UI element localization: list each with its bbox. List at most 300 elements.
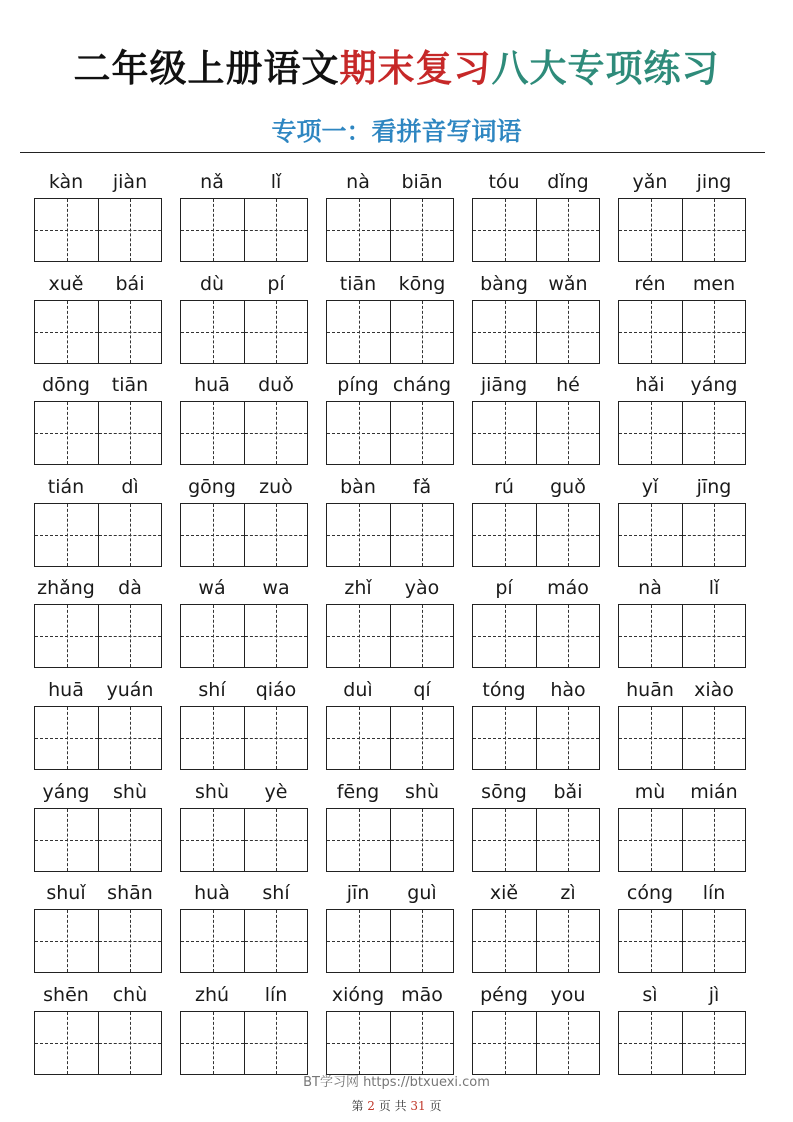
pinyin-label: jiāng: [480, 374, 528, 397]
tianzige-cell[interactable]: [181, 1012, 244, 1074]
pinyin-pair: [326, 572, 454, 604]
tianzige-cell[interactable]: [619, 504, 682, 566]
pinyin-label: zhú: [194, 983, 230, 1006]
word-row: [34, 572, 746, 674]
pinyin-label: rú: [494, 475, 514, 498]
page-number: 2: [367, 1099, 375, 1113]
writing-boxes: [472, 706, 600, 770]
pinyin-pair: [618, 268, 746, 300]
pinyin-label: wá: [198, 577, 226, 600]
tianzige-cell[interactable]: [244, 809, 307, 871]
pinyin-pair: [618, 166, 746, 198]
tianzige-cell[interactable]: [181, 809, 244, 871]
word-item: [618, 268, 746, 370]
pinyin-label: hé: [556, 374, 580, 397]
pinyin-label: shù: [405, 780, 439, 803]
writing-boxes: [34, 1011, 162, 1075]
pinyin-label: sōng: [481, 780, 527, 803]
pinyin-label: shí: [262, 882, 290, 905]
pinyin-label: huā: [194, 374, 230, 397]
tianzige-cell[interactable]: [181, 504, 244, 566]
pinyin-label: huà: [194, 882, 230, 905]
word-item: [180, 979, 308, 1081]
word-item: [180, 166, 308, 268]
pinyin-pair: [618, 674, 746, 706]
pinyin-label: xióng: [331, 983, 385, 1006]
writing-boxes: [472, 1011, 600, 1075]
pinyin-pair: [180, 166, 308, 198]
pinyin-label: zuò: [259, 475, 293, 498]
pinyin-pair: [618, 776, 746, 808]
tianzige-cell[interactable]: [181, 707, 244, 769]
writing-boxes: [618, 1011, 746, 1075]
word-item: [326, 877, 454, 979]
word-item: [34, 471, 162, 573]
pinyin-label: gōng: [188, 475, 236, 498]
tianzige-cell[interactable]: [181, 199, 244, 261]
writing-boxes: [34, 503, 162, 567]
pinyin-pair: [180, 674, 308, 706]
tianzige-cell[interactable]: [98, 199, 161, 261]
writing-boxes: [180, 604, 308, 668]
word-item: [618, 572, 746, 674]
tianzige-cell[interactable]: [682, 707, 745, 769]
tianzige-cell[interactable]: [619, 605, 682, 667]
tianzige-cell[interactable]: [327, 1012, 390, 1074]
pinyin-label: shān: [107, 882, 153, 905]
pinyin-label: shí: [198, 678, 226, 701]
word-item: [618, 877, 746, 979]
writing-boxes: [180, 198, 308, 262]
writing-boxes: [326, 808, 454, 872]
pinyin-pair: [472, 776, 600, 808]
tianzige-cell[interactable]: [536, 199, 599, 261]
word-item: [472, 877, 600, 979]
pinyin-label: qiáo: [255, 678, 297, 701]
page-mid: 页 共: [378, 1099, 407, 1113]
tianzige-cell[interactable]: [390, 199, 453, 261]
word-item: [472, 471, 600, 573]
pinyin-label: tóu: [488, 171, 520, 193]
tianzige-cell[interactable]: [682, 605, 745, 667]
word-item: [326, 979, 454, 1081]
pinyin-pair: [472, 369, 600, 401]
pinyin-pair: [180, 369, 308, 401]
tianzige-cell[interactable]: [473, 605, 536, 667]
section-subtitle: 专项一：看拼音写词语: [271, 117, 522, 146]
word-item: [472, 979, 600, 1081]
pinyin-label: xiě: [489, 882, 519, 905]
pinyin-label: péng: [480, 983, 528, 1006]
tianzige-cell[interactable]: [35, 199, 98, 261]
pinyin-label: tiān: [111, 374, 149, 397]
pinyin-label: yuán: [106, 678, 154, 701]
tianzige-cell[interactable]: [536, 910, 599, 972]
word-item: [34, 674, 162, 776]
pinyin-pair: [472, 268, 600, 300]
pinyin-pair: [326, 776, 454, 808]
tianzige-cell[interactable]: [244, 707, 307, 769]
pinyin-label: xiào: [694, 678, 734, 701]
pinyin-label: men: [692, 272, 736, 295]
tianzige-cell[interactable]: [473, 1012, 536, 1074]
pinyin-pair: [326, 369, 454, 401]
title-part-black: 二年级上册语文: [73, 46, 340, 90]
tianzige-cell[interactable]: [244, 402, 307, 464]
pinyin-pair: [472, 979, 600, 1011]
pinyin-label: guì: [407, 882, 437, 905]
pinyin-label: lǐ: [270, 171, 282, 193]
tianzige-cell[interactable]: [98, 402, 161, 464]
word-item: [180, 572, 308, 674]
pinyin-label: zì: [560, 882, 576, 905]
tianzige-cell[interactable]: [244, 910, 307, 972]
tianzige-cell[interactable]: [98, 910, 161, 972]
tianzige-cell[interactable]: [682, 301, 745, 363]
pinyin-label: yǐ: [641, 475, 659, 498]
word-item: [34, 979, 162, 1081]
writing-boxes: [472, 401, 600, 465]
tianzige-cell[interactable]: [682, 199, 745, 261]
pinyin-pair: [180, 979, 308, 1011]
writing-boxes: [326, 198, 454, 262]
pinyin-label: yáng: [690, 374, 738, 397]
writing-boxes: [34, 808, 162, 872]
word-item: [180, 776, 308, 878]
pinyin-label: hào: [550, 678, 586, 701]
pinyin-label: zhǐ: [344, 577, 372, 600]
pinyin-pair: [472, 471, 600, 503]
word-item: [618, 471, 746, 573]
pinyin-pair: [180, 471, 308, 503]
pinyin-pair: [34, 572, 162, 604]
word-item: [34, 268, 162, 370]
pinyin-label: duǒ: [258, 374, 294, 397]
word-item: [472, 369, 600, 471]
tianzige-cell[interactable]: [536, 707, 599, 769]
pinyin-label: pí: [495, 577, 513, 600]
writing-boxes: [180, 909, 308, 973]
pinyin-pair: [326, 674, 454, 706]
word-item: [618, 166, 746, 268]
tianzige-cell[interactable]: [181, 301, 244, 363]
tianzige-cell[interactable]: [619, 809, 682, 871]
pinyin-label: shù: [113, 780, 147, 803]
writing-boxes: [34, 300, 162, 364]
tianzige-cell[interactable]: [619, 707, 682, 769]
word-item: [618, 776, 746, 878]
word-item: [180, 471, 308, 573]
pinyin-pair: [34, 471, 162, 503]
word-item: [34, 776, 162, 878]
tianzige-cell[interactable]: [327, 199, 390, 261]
pinyin-label: guǒ: [550, 475, 586, 498]
writing-boxes: [618, 300, 746, 364]
pinyin-label: hǎi: [635, 374, 665, 397]
pinyin-label: lǐ: [708, 577, 720, 600]
word-item: [34, 369, 162, 471]
writing-boxes: [618, 808, 746, 872]
pinyin-label: dù: [199, 272, 225, 295]
word-item: [326, 776, 454, 878]
pinyin-label: dì: [121, 475, 139, 498]
pinyin-label: shuǐ: [46, 882, 86, 905]
tianzige-cell[interactable]: [327, 809, 390, 871]
pinyin-label: lín: [702, 882, 726, 905]
pinyin-label: zhǎng: [37, 577, 95, 600]
pinyin-label: shēn: [43, 983, 89, 1006]
pinyin-label: duì: [343, 678, 373, 701]
pinyin-label: dǐng: [547, 171, 589, 193]
pinyin-label: mián: [690, 780, 738, 803]
tianzige-cell[interactable]: [98, 301, 161, 363]
tianzige-cell[interactable]: [98, 1012, 161, 1074]
pinyin-pair: [34, 877, 162, 909]
pinyin-label: shù: [195, 780, 229, 803]
writing-boxes: [472, 300, 600, 364]
pinyin-label: jīn: [346, 882, 370, 905]
pinyin-pair: [34, 369, 162, 401]
word-item: [618, 369, 746, 471]
tianzige-cell[interactable]: [619, 199, 682, 261]
word-item: [326, 268, 454, 370]
tianzige-cell[interactable]: [327, 402, 390, 464]
word-item: [180, 877, 308, 979]
tianzige-cell[interactable]: [390, 605, 453, 667]
divider-line: [20, 152, 765, 153]
word-item: [326, 369, 454, 471]
pinyin-pair: [34, 979, 162, 1011]
tianzige-cell[interactable]: [327, 707, 390, 769]
tianzige-cell[interactable]: [536, 504, 599, 566]
word-item: [34, 877, 162, 979]
pinyin-label: jì: [708, 983, 720, 1006]
pinyin-label: wǎn: [548, 272, 588, 295]
exercise-grid: [34, 166, 746, 1080]
pinyin-label: bàn: [340, 475, 376, 498]
tianzige-cell[interactable]: [35, 605, 98, 667]
tianzige-cell[interactable]: [536, 301, 599, 363]
word-item: [34, 572, 162, 674]
pinyin-pair: [618, 572, 746, 604]
tianzige-cell[interactable]: [35, 1012, 98, 1074]
word-row: [34, 674, 746, 776]
tianzige-cell[interactable]: [390, 1012, 453, 1074]
tianzige-cell[interactable]: [327, 301, 390, 363]
tianzige-cell[interactable]: [244, 504, 307, 566]
tianzige-cell[interactable]: [327, 910, 390, 972]
pinyin-label: yào: [404, 577, 440, 600]
pinyin-pair: [472, 674, 600, 706]
tianzige-cell[interactable]: [98, 605, 161, 667]
writing-boxes: [326, 503, 454, 567]
word-item: [618, 979, 746, 1081]
tianzige-cell[interactable]: [181, 605, 244, 667]
pinyin-label: tóng: [482, 678, 526, 701]
tianzige-cell[interactable]: [35, 809, 98, 871]
writing-boxes: [618, 604, 746, 668]
pinyin-label: nà: [346, 171, 370, 193]
pinyin-label: huān: [626, 678, 674, 701]
pinyin-label: bǎi: [553, 780, 583, 803]
tianzige-cell[interactable]: [35, 402, 98, 464]
word-row: [34, 776, 746, 878]
tianzige-cell[interactable]: [473, 809, 536, 871]
tianzige-cell[interactable]: [181, 402, 244, 464]
tianzige-cell[interactable]: [244, 605, 307, 667]
tianzige-cell[interactable]: [98, 809, 161, 871]
tianzige-cell[interactable]: [35, 301, 98, 363]
pinyin-pair: [180, 572, 308, 604]
writing-boxes: [326, 706, 454, 770]
writing-boxes: [180, 706, 308, 770]
tianzige-cell[interactable]: [536, 809, 599, 871]
tianzige-cell[interactable]: [682, 402, 745, 464]
tianzige-cell[interactable]: [327, 504, 390, 566]
tianzige-cell[interactable]: [473, 199, 536, 261]
writing-boxes: [326, 1011, 454, 1075]
word-row: [34, 471, 746, 573]
tianzige-cell[interactable]: [536, 1012, 599, 1074]
pinyin-label: bàng: [480, 272, 528, 295]
word-item: [472, 572, 600, 674]
pinyin-pair: [34, 674, 162, 706]
pinyin-label: fēng: [336, 780, 380, 803]
pinyin-label: huā: [48, 678, 84, 701]
tianzige-cell[interactable]: [536, 605, 599, 667]
pinyin-label: jing: [696, 171, 732, 193]
tianzige-cell[interactable]: [619, 910, 682, 972]
tianzige-cell[interactable]: [473, 707, 536, 769]
writing-boxes: [618, 909, 746, 973]
word-item: [472, 268, 600, 370]
tianzige-cell[interactable]: [473, 910, 536, 972]
page-total: 31: [410, 1099, 426, 1113]
writing-boxes: [472, 808, 600, 872]
tianzige-cell[interactable]: [35, 707, 98, 769]
writing-boxes: [34, 401, 162, 465]
pinyin-label: chù: [112, 983, 148, 1006]
tianzige-cell[interactable]: [682, 809, 745, 871]
pinyin-pair: [34, 268, 162, 300]
writing-boxes: [472, 909, 600, 973]
pinyin-label: pí: [267, 272, 285, 295]
pinyin-label: jiàn: [112, 171, 148, 193]
tianzige-cell[interactable]: [473, 402, 536, 464]
writing-boxes: [326, 604, 454, 668]
writing-boxes: [326, 909, 454, 973]
footer-site: BT学习网 https://btxuexi.com: [303, 1075, 490, 1090]
tianzige-cell[interactable]: [473, 301, 536, 363]
word-row: [34, 979, 746, 1081]
tianzige-cell[interactable]: [181, 910, 244, 972]
page-title: [0, 38, 793, 92]
tianzige-cell[interactable]: [35, 910, 98, 972]
word-row: [34, 369, 746, 471]
tianzige-cell[interactable]: [619, 1012, 682, 1074]
pinyin-label: rén: [634, 272, 666, 295]
word-item: [180, 268, 308, 370]
pinyin-label: xuě: [48, 272, 84, 295]
pinyin-pair: [180, 877, 308, 909]
pinyin-label: mù: [634, 780, 666, 803]
writing-boxes: [618, 503, 746, 567]
pinyin-label: dà: [118, 577, 142, 600]
word-item: [34, 166, 162, 268]
tianzige-cell[interactable]: [536, 402, 599, 464]
writing-boxes: [34, 198, 162, 262]
pinyin-pair: [472, 572, 600, 604]
tianzige-cell[interactable]: [390, 402, 453, 464]
pinyin-pair: [180, 776, 308, 808]
title-part-teal: 八大专项练习: [491, 46, 720, 90]
pinyin-label: fǎ: [412, 475, 432, 498]
pinyin-label: tián: [47, 475, 85, 498]
pinyin-pair: [326, 979, 454, 1011]
word-item: [472, 674, 600, 776]
word-item: [326, 471, 454, 573]
pinyin-pair: [618, 369, 746, 401]
tianzige-cell[interactable]: [390, 301, 453, 363]
tianzige-cell[interactable]: [244, 301, 307, 363]
tianzige-cell[interactable]: [244, 1012, 307, 1074]
pinyin-label: you: [550, 983, 586, 1006]
tianzige-cell[interactable]: [35, 504, 98, 566]
pinyin-label: biān: [401, 171, 443, 193]
pinyin-label: yáng: [42, 780, 90, 803]
pinyin-pair: [326, 268, 454, 300]
writing-boxes: [618, 198, 746, 262]
pinyin-label: sì: [642, 983, 658, 1006]
pinyin-label: jīng: [696, 475, 732, 498]
tianzige-cell[interactable]: [390, 707, 453, 769]
page-counter: [0, 1097, 793, 1114]
pinyin-label: máo: [547, 577, 589, 600]
tianzige-cell[interactable]: [98, 504, 161, 566]
pinyin-label: dōng: [42, 374, 90, 397]
word-item: [472, 166, 600, 268]
tianzige-cell[interactable]: [682, 504, 745, 566]
word-item: [326, 166, 454, 268]
writing-boxes: [180, 300, 308, 364]
pinyin-pair: [326, 877, 454, 909]
tianzige-cell[interactable]: [682, 910, 745, 972]
word-item: [326, 572, 454, 674]
pinyin-pair: [180, 268, 308, 300]
tianzige-cell[interactable]: [98, 707, 161, 769]
tianzige-cell[interactable]: [390, 504, 453, 566]
pinyin-label: yè: [264, 780, 288, 803]
pinyin-pair: [34, 776, 162, 808]
title-part-red: 期末复习: [339, 46, 492, 90]
writing-boxes: [472, 503, 600, 567]
tianzige-cell[interactable]: [619, 402, 682, 464]
tianzige-cell[interactable]: [244, 199, 307, 261]
pinyin-pair: [326, 166, 454, 198]
page-suffix: 页: [429, 1099, 442, 1113]
pinyin-label: cháng: [392, 374, 452, 397]
tianzige-cell[interactable]: [390, 910, 453, 972]
tianzige-cell[interactable]: [473, 504, 536, 566]
pinyin-pair: [618, 471, 746, 503]
tianzige-cell[interactable]: [619, 301, 682, 363]
writing-boxes: [618, 706, 746, 770]
tianzige-cell[interactable]: [682, 1012, 745, 1074]
pinyin-pair: [326, 471, 454, 503]
tianzige-cell[interactable]: [327, 605, 390, 667]
tianzige-cell[interactable]: [390, 809, 453, 871]
writing-boxes: [326, 401, 454, 465]
